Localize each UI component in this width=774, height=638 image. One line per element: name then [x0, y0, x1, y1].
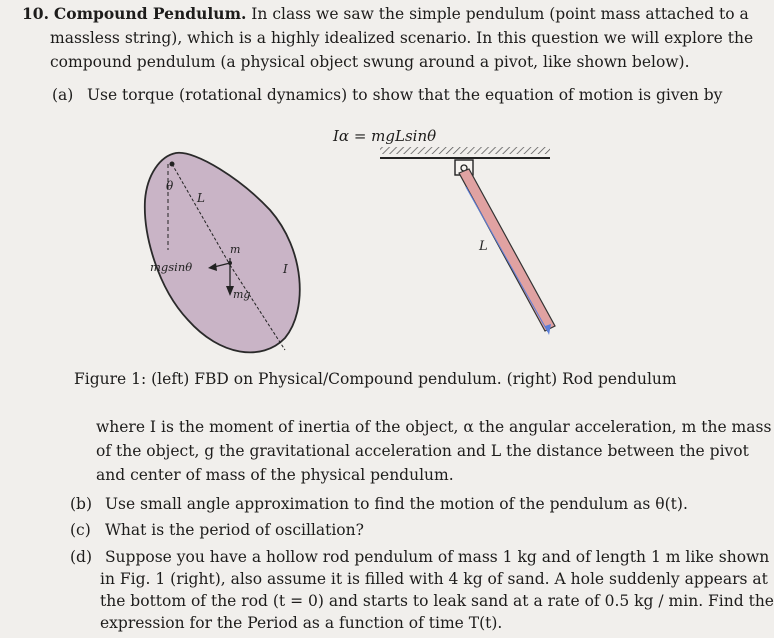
inertia-I-label: I — [283, 262, 288, 276]
length-dimension — [466, 187, 548, 332]
where-line-2: of the object, g the gravitational acceleration and L the distance between the pivot — [96, 442, 749, 460]
part-a — [52, 85, 722, 105]
part-c — [70, 520, 364, 540]
intro-line-1: In class we saw the simple pendulum (point mass attached to a — [246, 5, 749, 23]
question-title: Compound Pendulum. — [53, 4, 247, 23]
part-b-label: (b) — [70, 495, 93, 513]
compound-pendulum-diagram — [145, 153, 300, 353]
rod-pendulum-diagram — [380, 147, 555, 335]
right-L-label: L — [479, 239, 488, 254]
figure-1 — [0, 140, 700, 370]
part-a-text: Use torque (rotational dynamics) to show that the equation of motion is given by — [86, 86, 723, 104]
mass-m-label: m — [230, 243, 241, 256]
equation-of-motion: Iα = mgLsinθ — [333, 127, 437, 145]
figure-caption: Figure 1: (left) FBD on Physical/Compound pendulum. (right) Rod pendulum — [74, 370, 677, 388]
mg-label: mg — [233, 288, 251, 301]
part-d-label: (d) — [70, 548, 93, 566]
rod — [459, 169, 555, 331]
part-c-label: (c) — [70, 521, 91, 539]
where-line-3: and center of mass of the physical pendulum. — [96, 466, 454, 484]
part-c-text: What is the period of oscillation? — [104, 521, 364, 539]
part-a-label: (a) — [52, 86, 74, 104]
center-of-mass — [228, 261, 232, 265]
ceiling-hatch — [380, 147, 550, 154]
question-number: 10. — [22, 4, 49, 23]
where-line-1: where I is the moment of inertia of the object, α the angular acceleration, m the mass — [96, 418, 772, 436]
question-header — [22, 4, 749, 24]
part-d-line-1: Suppose you have a hollow rod pendulum of mass 1 kg and of length 1 m like shown — [104, 548, 770, 566]
intro-line-2: massless string), which is a highly idealized scenario. In this question we will explore the — [50, 29, 754, 47]
part-d-line-3: the bottom of the rod (t = 0) and starts to leak sand at a rate of 0.5 kg / min. Find the — [100, 592, 774, 610]
left-L-label: L — [197, 191, 205, 205]
mgsin-label: mgsinθ — [150, 260, 193, 274]
part-b — [70, 494, 688, 514]
part-d-line-2: in Fig. 1 (right), also assume it is filled with 4 kg of sand. A hole suddenly appears at — [100, 570, 768, 588]
part-b-text: Use small angle approximation to find the motion of the pendulum as θ(t). — [104, 495, 688, 513]
intro-line-3: compound pendulum (a physical object swung around a pivot, like shown below). — [50, 53, 690, 71]
part-d-line-4: expression for the Period as a function of time T(t). — [100, 614, 503, 632]
part-d — [70, 547, 769, 567]
theta-label: θ — [166, 179, 174, 193]
